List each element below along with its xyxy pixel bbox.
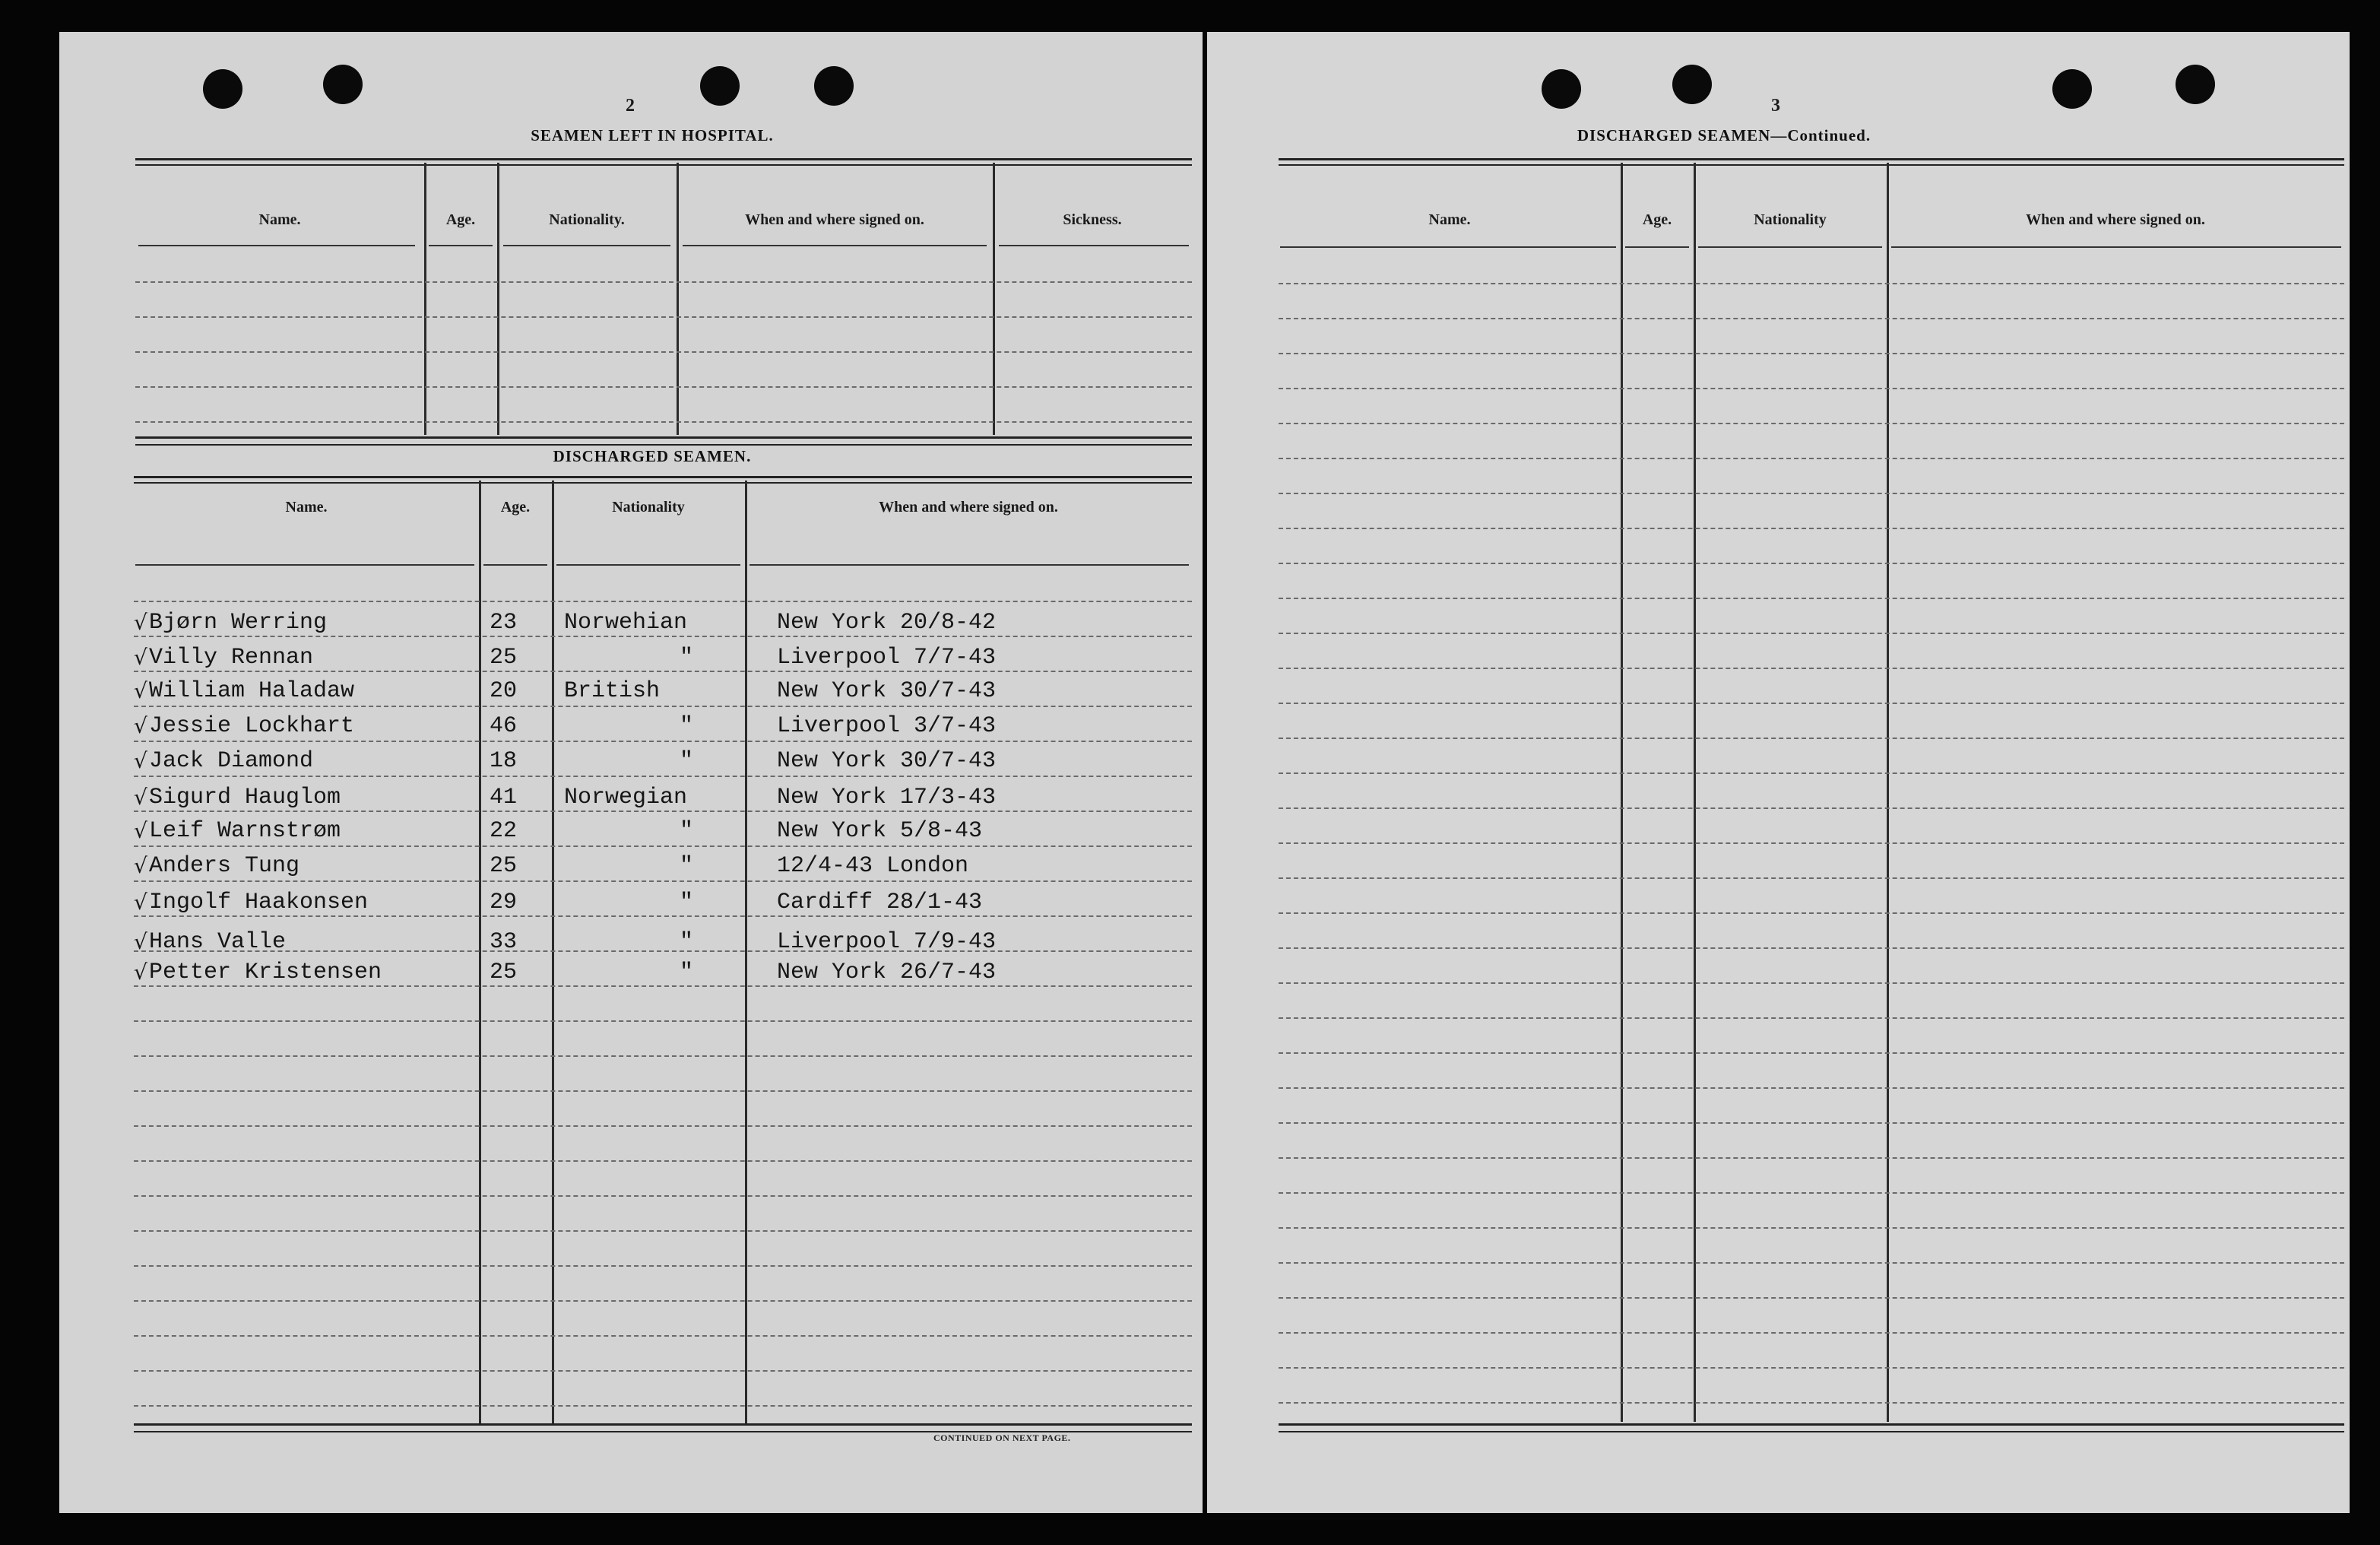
seaman-name: Jack Diamond	[149, 748, 314, 774]
ruled-line	[1279, 458, 2344, 459]
col-header-signed-on: When and where signed on.	[745, 211, 924, 228]
ruled-line	[1279, 423, 2344, 424]
seaman-age: 29	[490, 890, 518, 915]
seaman-nationality: "	[680, 890, 694, 915]
check-mark-icon: √	[134, 890, 147, 915]
col-header-age: Age.	[445, 211, 476, 228]
discharged-continued-title: DISCHARGED SEAMEN—Continued.	[1577, 126, 1871, 144]
signed-on: Cardiff 28/1-43	[777, 890, 983, 915]
ruled-line	[134, 950, 1192, 952]
check-mark-icon: √	[134, 853, 147, 878]
check-mark-icon: √	[134, 818, 147, 843]
seaman-name: Anders Tung	[149, 853, 300, 879]
signed-on: New York 30/7-43	[777, 678, 997, 704]
check-mark-icon: √	[134, 713, 147, 738]
seaman-nationality: "	[680, 818, 694, 844]
seaman-name: Jessie Lockhart	[149, 713, 355, 739]
ruled-line	[1279, 668, 2344, 669]
punch-hole	[814, 66, 854, 106]
seaman-name: William Haladaw	[149, 678, 355, 704]
seaman-age: 25	[490, 960, 518, 985]
right-page	[1207, 32, 2350, 1513]
col-header-name: Name.	[285, 499, 328, 516]
ruled-line	[1279, 528, 2344, 529]
ruled-line	[134, 1230, 1192, 1232]
ruled-line	[1279, 842, 2344, 844]
ruled-line	[1279, 598, 2344, 599]
col-header-age: Age.	[500, 499, 531, 516]
ruled-line	[1279, 1087, 2344, 1089]
ruled-line	[134, 1055, 1192, 1057]
ruled-line	[134, 915, 1192, 917]
ruled-line	[134, 1020, 1192, 1022]
ruled-line	[1279, 877, 2344, 879]
ruled-line	[1279, 1122, 2344, 1124]
seaman-age: 20	[490, 678, 518, 704]
punch-hole	[203, 69, 242, 109]
ruled-line	[134, 1405, 1192, 1407]
seaman-nationality: "	[680, 929, 694, 955]
ruled-line	[1279, 388, 2344, 389]
seaman-age: 25	[490, 853, 518, 879]
signed-on: New York 30/7-43	[777, 748, 997, 774]
ruled-line	[1279, 912, 2344, 914]
col-header-signed-on: When and where signed on.	[879, 499, 1058, 516]
ruled-line	[1279, 772, 2344, 774]
punch-hole	[1542, 69, 1581, 109]
ruled-line	[134, 636, 1192, 637]
signed-on: New York 5/8-43	[777, 818, 983, 844]
col-header-signed-on: When and where signed on.	[2026, 211, 2205, 228]
seaman-name: Villy Rennan	[149, 645, 314, 671]
ruled-line	[1279, 1192, 2344, 1194]
check-mark-icon: √	[134, 678, 147, 703]
ruled-line	[134, 1370, 1192, 1372]
continued-note: CONTINUED ON NEXT PAGE.	[933, 1432, 1071, 1443]
ruled-line	[134, 1300, 1192, 1302]
ruled-line	[1279, 1017, 2344, 1019]
ruled-line	[134, 671, 1192, 672]
seaman-name: Ingolf Haakonsen	[149, 890, 369, 915]
seaman-name: Bjørn Werring	[149, 610, 328, 636]
punch-hole	[1672, 65, 1712, 104]
ruled-line	[1279, 1402, 2344, 1404]
col-header-nationality: Nationality.	[549, 211, 625, 228]
ruled-line	[1279, 1332, 2344, 1334]
ruled-line	[134, 1195, 1192, 1197]
ruled-line	[1279, 633, 2344, 634]
seaman-nationality: "	[680, 960, 694, 985]
check-mark-icon: √	[134, 645, 147, 670]
hospital-table	[135, 158, 1192, 477]
seaman-nationality: Norwehian	[564, 610, 688, 636]
ruled-line	[134, 601, 1192, 602]
ruled-line	[134, 1160, 1192, 1162]
ruled-line	[134, 811, 1192, 812]
seaman-name: Leif Warnstrøm	[149, 818, 341, 844]
punch-hole	[700, 66, 740, 106]
ruled-line	[1279, 807, 2344, 809]
ruled-line	[134, 1335, 1192, 1337]
seaman-age: 33	[490, 929, 518, 955]
ruled-line	[1279, 1262, 2344, 1264]
ruled-line	[1279, 703, 2344, 704]
ruled-line	[1279, 353, 2344, 354]
col-header-name: Name.	[258, 211, 301, 228]
ruled-line	[134, 1265, 1192, 1267]
ruled-line	[1279, 738, 2344, 739]
ruled-line	[1279, 947, 2344, 949]
seaman-name: Petter Kristensen	[149, 960, 382, 985]
seaman-age: 41	[490, 785, 518, 811]
discharged-section-title: DISCHARGED SEAMEN.	[553, 447, 752, 465]
signed-on: Liverpool 3/7-43	[777, 713, 997, 739]
check-mark-icon: √	[134, 785, 147, 810]
ruled-line	[134, 706, 1192, 707]
ruled-line	[134, 880, 1192, 882]
signed-on: New York 20/8-42	[777, 610, 997, 636]
ruled-line	[1279, 283, 2344, 284]
left-page	[59, 32, 1203, 1513]
seaman-age: 18	[490, 748, 518, 774]
ruled-line	[134, 776, 1192, 777]
ruled-line	[1279, 1052, 2344, 1054]
col-header-nationality: Nationality	[1754, 211, 1827, 228]
check-mark-icon: √	[134, 610, 147, 635]
col-header-sickness: Sickness.	[1063, 211, 1122, 228]
seaman-name: Hans Valle	[149, 929, 287, 955]
seaman-nationality: "	[680, 645, 694, 671]
seaman-age: 22	[490, 818, 518, 844]
seaman-age: 25	[490, 645, 518, 671]
check-mark-icon: √	[134, 748, 147, 773]
check-mark-icon: √	[134, 929, 147, 954]
ruled-line	[134, 1090, 1192, 1092]
ruled-line	[134, 845, 1192, 847]
seaman-name: Sigurd Hauglom	[149, 785, 341, 811]
ruled-line	[1279, 318, 2344, 319]
seaman-nationality: British	[564, 678, 661, 704]
check-mark-icon: √	[134, 960, 147, 985]
punch-hole	[2052, 69, 2092, 109]
punch-hole	[2176, 65, 2215, 104]
col-header-nationality: Nationality	[612, 499, 685, 516]
seaman-age: 23	[490, 610, 518, 636]
signed-on: 12/4-43 London	[777, 853, 969, 879]
ruled-line	[1279, 1297, 2344, 1299]
hospital-section-title: SEAMEN LEFT IN HOSPITAL.	[531, 126, 774, 144]
ruled-line	[1279, 982, 2344, 984]
signed-on: Liverpool 7/9-43	[777, 929, 997, 955]
signed-on: New York 26/7-43	[777, 960, 997, 985]
punch-hole	[323, 65, 363, 104]
col-header-age: Age.	[1642, 211, 1672, 228]
seaman-nationality: Norwegian	[564, 785, 688, 811]
ruled-line	[134, 1125, 1192, 1127]
page-number: 3	[1771, 96, 1780, 116]
discharged-continued-table	[1279, 158, 2344, 1466]
ruled-line	[134, 741, 1192, 742]
signed-on: New York 17/3-43	[777, 785, 997, 811]
seaman-nationality: "	[680, 853, 694, 879]
ruled-line	[1279, 1367, 2344, 1369]
signed-on: Liverpool 7/7-43	[777, 645, 997, 671]
ruled-line	[1279, 1227, 2344, 1229]
seaman-nationality: "	[680, 748, 694, 774]
ruled-line	[1279, 563, 2344, 564]
ruled-line	[1279, 493, 2344, 494]
page-number: 2	[626, 96, 635, 116]
seaman-nationality: "	[680, 713, 694, 739]
col-header-name: Name.	[1428, 211, 1471, 228]
seaman-age: 46	[490, 713, 518, 739]
discharged-table	[134, 476, 1192, 1464]
ruled-line	[1279, 1157, 2344, 1159]
ruled-line	[134, 985, 1192, 987]
